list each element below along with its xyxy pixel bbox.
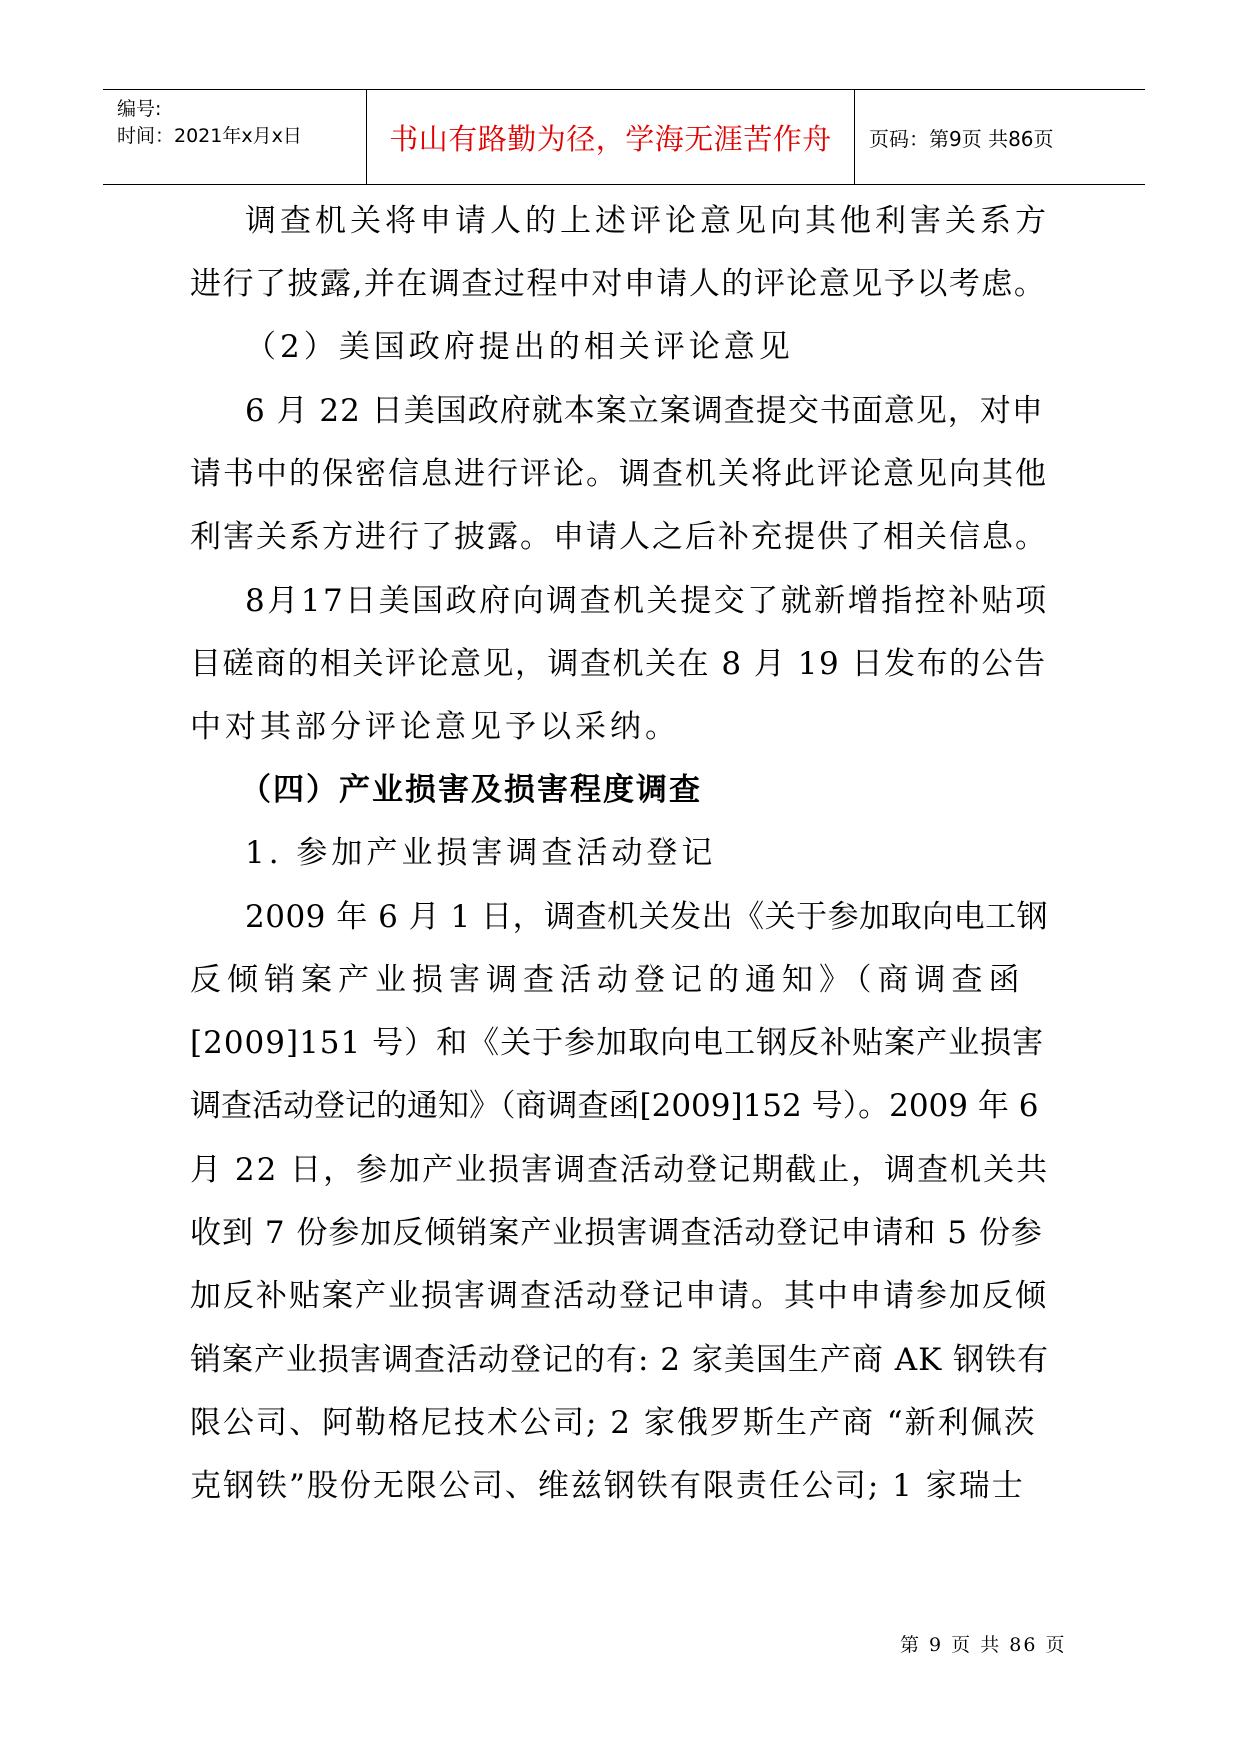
page-header [103,89,1145,185]
paragraph-line: 调查机关将申请人的上述评论意见向其他利害关系方 [245,203,1050,239]
paragraph-line: 收到 7 份参加反倾销案产业损害调查活动登记申请和 5 份参 [190,1215,1043,1251]
header-info-cell [103,90,366,184]
section-heading: （四）产业损害及损害程度调查 [240,772,702,808]
subsection-heading: （2）美国政府提出的相关评论意见 [245,329,794,365]
paragraph-line: [2009]151 号）和《关于参加取向电工钢反补贴案产业损害 [190,1025,1045,1061]
paragraph-line: 目磋商的相关评论意见，调查机关在 8 月 19 日发布的公告 [190,646,1047,682]
page-footer-number: 第 9 页 共 86 页 [900,1634,1067,1656]
paragraph-line: 进行了披露,并在调查过程中对申请人的评论意见予以考虑。 [190,266,1047,302]
header-page-cell [855,90,1145,184]
paragraph-line: 调查活动登记的通知》（商调查函[2009]152 号）。2009 年 6 [190,1088,1039,1124]
paragraph-line: 8月17日美国政府向调查机关提交了就新增指控补贴项 [245,583,1049,619]
paragraph-line: 6 月 22 日美国政府就本案立案调查提交书面意见，对申 [245,393,1044,429]
header-page-number: 页码：第9页 共86页 [869,126,1054,151]
header-motto: 书山有路勤为径，学海无涯苦作舟 [389,121,832,156]
paragraph-line: 销案产业损害调查活动登记的有: 2 家美国生产商 AK 钢铁有 [190,1342,1050,1378]
document-number-label: 编号: [117,98,162,120]
paragraph-line: 2009 年 6 月 1 日，调查机关发出《关于参加取向电工钢 [245,899,1049,935]
paragraph-line: 月 22 日，参加产业损害调查活动登记期截止，调查机关共 [190,1152,1050,1188]
paragraph-line: 限公司、阿勒格尼技术公司; 2 家俄罗斯生产商 “新利佩茨 [190,1405,1037,1441]
paragraph-line: 中对其部分评论意见予以采纳。 [190,709,680,745]
paragraph-line: 克钢铁”股份无限公司、维兹钢铁有限责任公司; 1 家瑞士 [190,1468,1025,1504]
subsection-heading: 1. 参加产业损害调查活动登记 [245,835,717,871]
header-motto-cell [366,90,855,184]
paragraph-line: 利害关系方进行了披露。申请人之后补充提供了相关信息。 [190,519,1048,555]
paragraph-line: 加反补贴案产业损害调查活动登记申请。其中申请参加反倾 [190,1278,1048,1314]
paragraph-line: 请书中的保密信息进行评论。调查机关将此评论意见向其他 [190,456,1048,492]
paragraph-line: 反倾销案产业损害调查活动登记的通知》（商调查函 [190,962,1026,998]
document-time-label: 时间：2021年x月x日 [117,125,302,147]
